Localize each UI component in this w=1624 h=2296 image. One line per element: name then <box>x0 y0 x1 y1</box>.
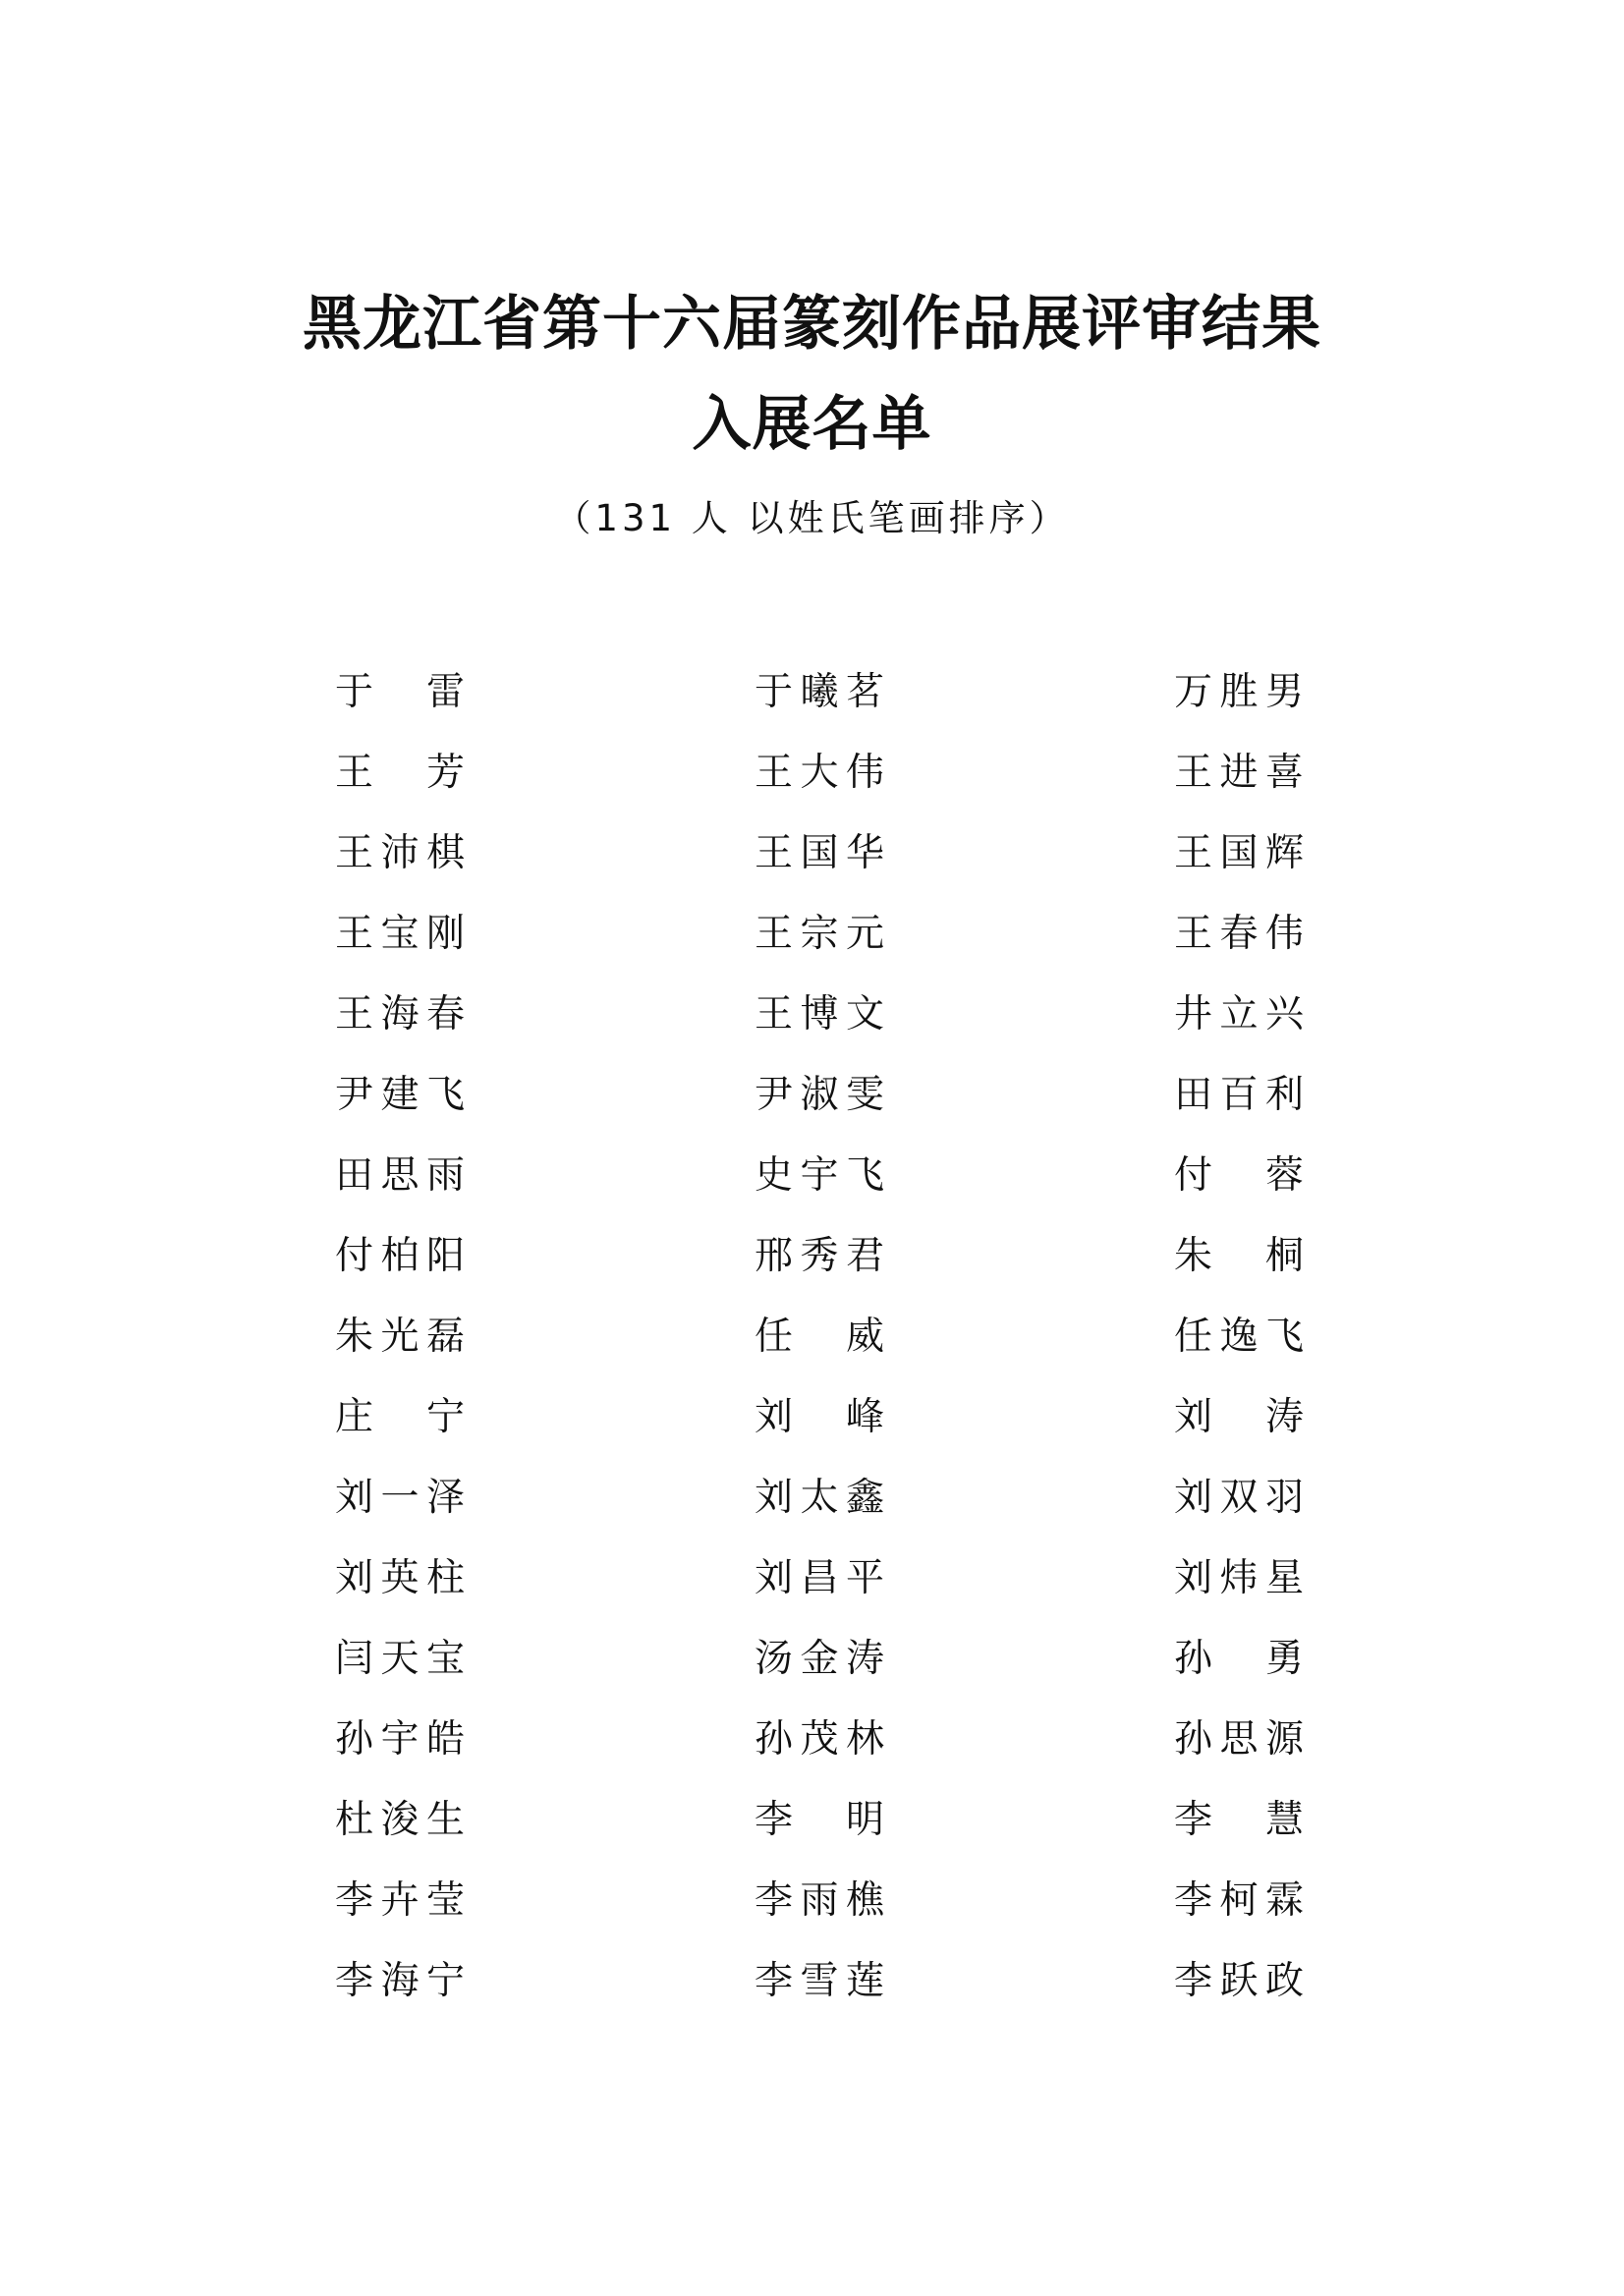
name-entry: 史 宇 飞 <box>755 1153 884 1198</box>
name-entry: 田 思 雨 <box>335 1153 465 1198</box>
name-entry: 王 进 喜 <box>1174 751 1304 795</box>
name-entry: 李 卉 莹 <box>335 1878 465 1923</box>
name-entry: 庄 宁 <box>335 1395 465 1439</box>
name-entry: 万 胜 男 <box>1174 670 1304 714</box>
name-entry: 杜 浚 生 <box>335 1798 465 1842</box>
name-row <box>0 746 1624 826</box>
name-entry: 王 沛 棋 <box>335 831 465 875</box>
name-entry: 尹 建 飞 <box>335 1073 465 1117</box>
name-entry: 刘 双 羽 <box>1174 1476 1304 1520</box>
name-row <box>0 1712 1624 1793</box>
name-entry: 刘 炜 星 <box>1174 1556 1304 1600</box>
name-entry: 李 跃 政 <box>1174 1959 1304 2003</box>
name-entry: 王 国 华 <box>755 831 884 875</box>
name-row <box>0 1954 1624 2035</box>
name-entry: 朱 桐 <box>1174 1234 1304 1278</box>
name-row <box>0 1310 1624 1390</box>
name-entry: 任 逸 飞 <box>1174 1315 1304 1359</box>
name-entry: 朱 光 磊 <box>335 1315 465 1359</box>
name-entry: 付 蓉 <box>1174 1153 1304 1198</box>
name-row <box>0 1068 1624 1148</box>
name-entry: 闫 天 宝 <box>335 1637 465 1681</box>
name-entry: 李 柯 霖 <box>1174 1878 1304 1923</box>
name-row <box>0 1148 1624 1229</box>
name-row <box>0 1874 1624 1954</box>
name-entry: 李 雪 莲 <box>755 1959 884 2003</box>
name-entry: 李 慧 <box>1174 1798 1304 1842</box>
name-entry: 刘 英 柱 <box>335 1556 465 1600</box>
page-title-secondary: 入展名单 <box>692 390 932 459</box>
name-entry: 王 芳 <box>335 751 465 795</box>
page-title: 黑龙江省第十六届篆刻作品展评审结果 <box>303 290 1321 359</box>
name-entry: 刘 太 鑫 <box>755 1476 884 1520</box>
name-entry: 王 博 文 <box>755 992 884 1036</box>
name-entry: 孙 思 源 <box>1174 1717 1304 1762</box>
name-row <box>0 1390 1624 1471</box>
name-entry: 于 曦 茗 <box>755 670 884 714</box>
name-entry: 李 明 <box>755 1798 884 1842</box>
name-entry: 孙 勇 <box>1174 1637 1304 1681</box>
name-row <box>0 665 1624 746</box>
name-row <box>0 1471 1624 1551</box>
name-entry: 王 宝 刚 <box>335 912 465 956</box>
name-entry: 尹 淑 雯 <box>755 1073 884 1117</box>
page-subtitle: （131 人 以姓氏笔画排序） <box>554 497 1070 539</box>
name-entry: 邢 秀 君 <box>755 1234 884 1278</box>
name-entry: 任 威 <box>755 1315 884 1359</box>
name-row <box>0 1632 1624 1712</box>
name-list <box>0 665 1624 2035</box>
name-entry: 王 国 辉 <box>1174 831 1304 875</box>
name-entry: 刘 昌 平 <box>755 1556 884 1600</box>
name-row <box>0 1793 1624 1874</box>
name-row <box>0 1551 1624 1632</box>
name-entry: 田 百 利 <box>1174 1073 1304 1117</box>
name-row <box>0 987 1624 1068</box>
name-entry: 于 雷 <box>335 670 465 714</box>
name-entry: 孙 茂 林 <box>755 1717 884 1762</box>
name-entry: 王 海 春 <box>335 992 465 1036</box>
name-row <box>0 826 1624 907</box>
name-row <box>0 1229 1624 1310</box>
name-entry: 孙 宇 皓 <box>335 1717 465 1762</box>
name-entry: 刘 峰 <box>755 1395 884 1439</box>
name-entry: 刘 一 泽 <box>335 1476 465 1520</box>
name-entry: 汤 金 涛 <box>755 1637 884 1681</box>
name-row <box>0 907 1624 987</box>
name-entry: 李 海 宁 <box>335 1959 465 2003</box>
name-entry: 王 大 伟 <box>755 751 884 795</box>
name-entry: 付 柏 阳 <box>335 1234 465 1278</box>
name-entry: 王 宗 元 <box>755 912 884 956</box>
name-entry: 王 春 伟 <box>1174 912 1304 956</box>
name-entry: 李 雨 樵 <box>755 1878 884 1923</box>
name-entry: 刘 涛 <box>1174 1395 1304 1439</box>
name-entry: 井 立 兴 <box>1174 992 1304 1036</box>
